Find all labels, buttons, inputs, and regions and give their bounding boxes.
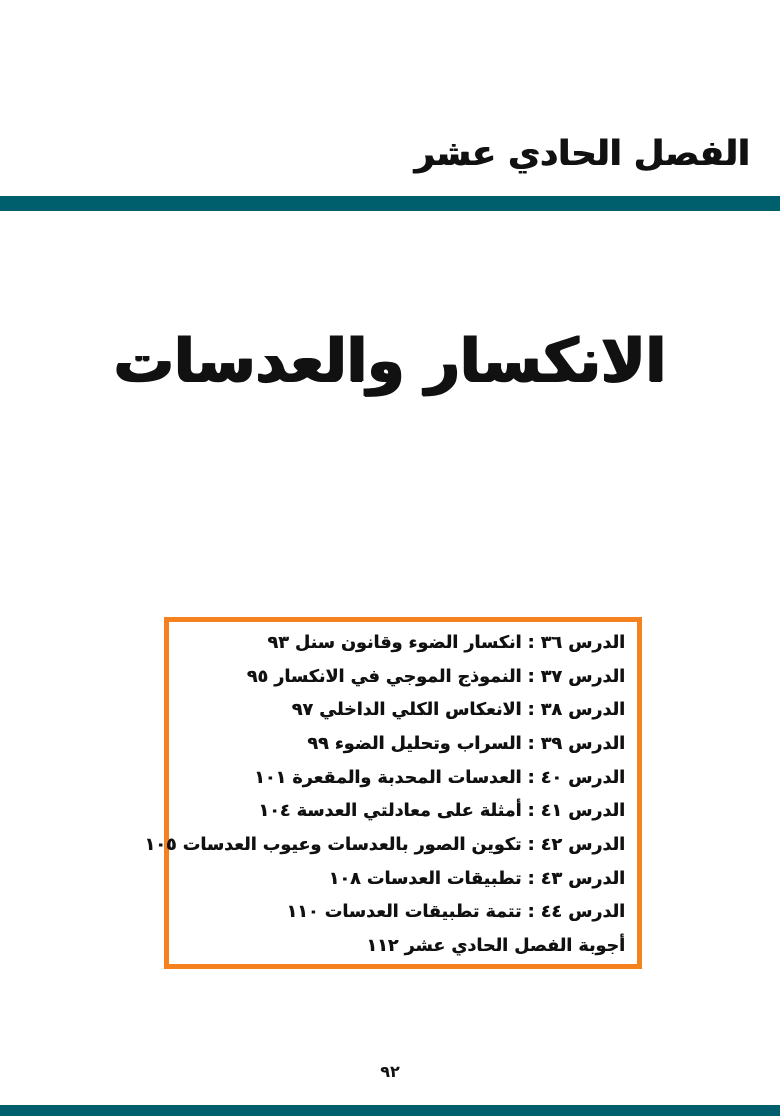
toc-item-lesson-42: الدرس ٤٢ : تكوين الصور بالعدسات وعيوب العدسات ١٠٥ [144, 835, 625, 856]
toc-item-lesson-40: الدرس ٤٠ : العدسات المحدبة والمقعرة ١٠١ [254, 767, 625, 788]
page-number: ٩٢ [380, 1062, 400, 1081]
header-divider-bar [0, 196, 780, 211]
chapter-header-label: الفصل الحادي عشر [414, 134, 750, 174]
toc-item-chapter-answers: أجوبة الفصل الحادي عشر ١١٢ [366, 936, 625, 957]
toc-box [144, 617, 642, 969]
toc-item-lesson-43: الدرس ٤٣ : تطبيقات العدسات ١٠٨ [328, 868, 625, 889]
toc-item-lesson-41: الدرس ٤١ : أمثلة على معادلتي العدسة ١٠٤ [258, 801, 625, 822]
toc-item-lesson-36: الدرس ٣٦ : انكسار الضوء وقانون سنل ٩٣ [267, 632, 625, 653]
toc-item-lesson-38: الدرس ٣٨ : الانعكاس الكلي الداخلي ٩٧ [291, 700, 625, 721]
footer-bar [0, 1105, 780, 1116]
toc-item-lesson-37: الدرس ٣٧ : النموذج الموجي في الانكسار ٩٥ [246, 666, 625, 687]
toc-item-lesson-44: الدرس ٤٤ : تتمة تطبيقات العدسات ١١٠ [286, 902, 625, 923]
toc-item-lesson-39: الدرس ٣٩ : السراب وتحليل الضوء ٩٩ [307, 733, 625, 754]
chapter-title: الانكسار والعدسات [113, 326, 667, 396]
